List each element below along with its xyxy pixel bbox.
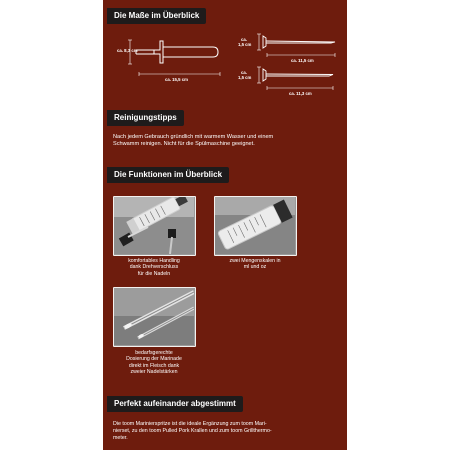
feature-3-line-3: direkt im Fleisch dank xyxy=(128,362,180,369)
needle-top-diameter-label-2: 1,5 cm xyxy=(238,42,252,47)
needles-image xyxy=(114,288,194,345)
feature-3-line-2: Dosierung der Marinade xyxy=(126,356,182,363)
cleaning-text xyxy=(113,134,339,148)
combo-line-2: nierset, zu den toom Pulled Pork Krallen und zum toom Grillthermo- xyxy=(113,427,272,434)
needle-top-icon xyxy=(263,36,335,48)
syringe-height-label: ca. 8,3 cm xyxy=(117,48,138,53)
feature-caption-3 xyxy=(106,350,202,376)
feature-2-line-1: zwei Mengenskalen in xyxy=(229,258,281,264)
feature-photo-screw-cap xyxy=(113,196,196,256)
combo-line-3: meter. xyxy=(113,434,128,441)
dimensions-header: Die Maße im Überblick xyxy=(107,8,206,24)
cleaning-header: Reinigungstipps xyxy=(107,110,184,126)
combo-line-1: Die toom Marinierspritze ist die ideale Ergänzung zum toom Mari- xyxy=(113,421,267,427)
needle-top-length-label: ca. 11,5 cm xyxy=(291,58,314,63)
feature-photo-needles xyxy=(113,287,196,347)
feature-3-line-4: zweier Nadelstärken xyxy=(130,369,178,376)
feature-photo-scale xyxy=(214,196,297,256)
needle-bottom-icon xyxy=(263,69,333,81)
syringe-dimension-lines xyxy=(128,40,220,76)
combo-text xyxy=(113,421,339,441)
syringe-scale-image xyxy=(215,197,295,254)
product-info-panel xyxy=(103,0,347,450)
cleaning-line-1: Nach jedem Gebrauch gründlich mit warmem Wasser und einem xyxy=(113,134,274,140)
syringe-cap-image xyxy=(114,197,194,254)
needle-top-dimension-lines xyxy=(257,34,335,57)
needle-bottom-dimension-lines xyxy=(257,67,333,90)
needle-bottom-length-label: ca. 11,3 cm xyxy=(289,91,312,96)
syringe-outline-icon xyxy=(136,41,218,63)
functions-header: Die Funktionen im Überblick xyxy=(107,167,229,183)
feature-2-line-2: ml und oz xyxy=(243,264,267,271)
combo-header: Perfekt aufeinander abgestimmt xyxy=(107,396,243,412)
feature-3-line-1: bedarfsgerechte xyxy=(135,350,173,356)
feature-1-line-2: dank Drehverschluss xyxy=(129,264,179,271)
syringe-length-label: ca. 15,5 cm xyxy=(165,77,188,82)
feature-caption-1 xyxy=(106,258,202,277)
cleaning-line-2: Schwamm reinigen. Nicht für die Spülmaschine geeignet. xyxy=(113,141,255,148)
feature-1-line-1: komfortables Handling xyxy=(128,258,180,264)
needle-bottom-diameter-label-2: 1,5 cm xyxy=(238,75,252,80)
feature-caption-2 xyxy=(207,258,303,271)
feature-1-line-3: für die Nadeln xyxy=(137,270,171,277)
needle-top-diameter-label-1: ca. xyxy=(241,37,247,42)
needle-bottom-diameter-label-1: ca. xyxy=(241,70,247,75)
